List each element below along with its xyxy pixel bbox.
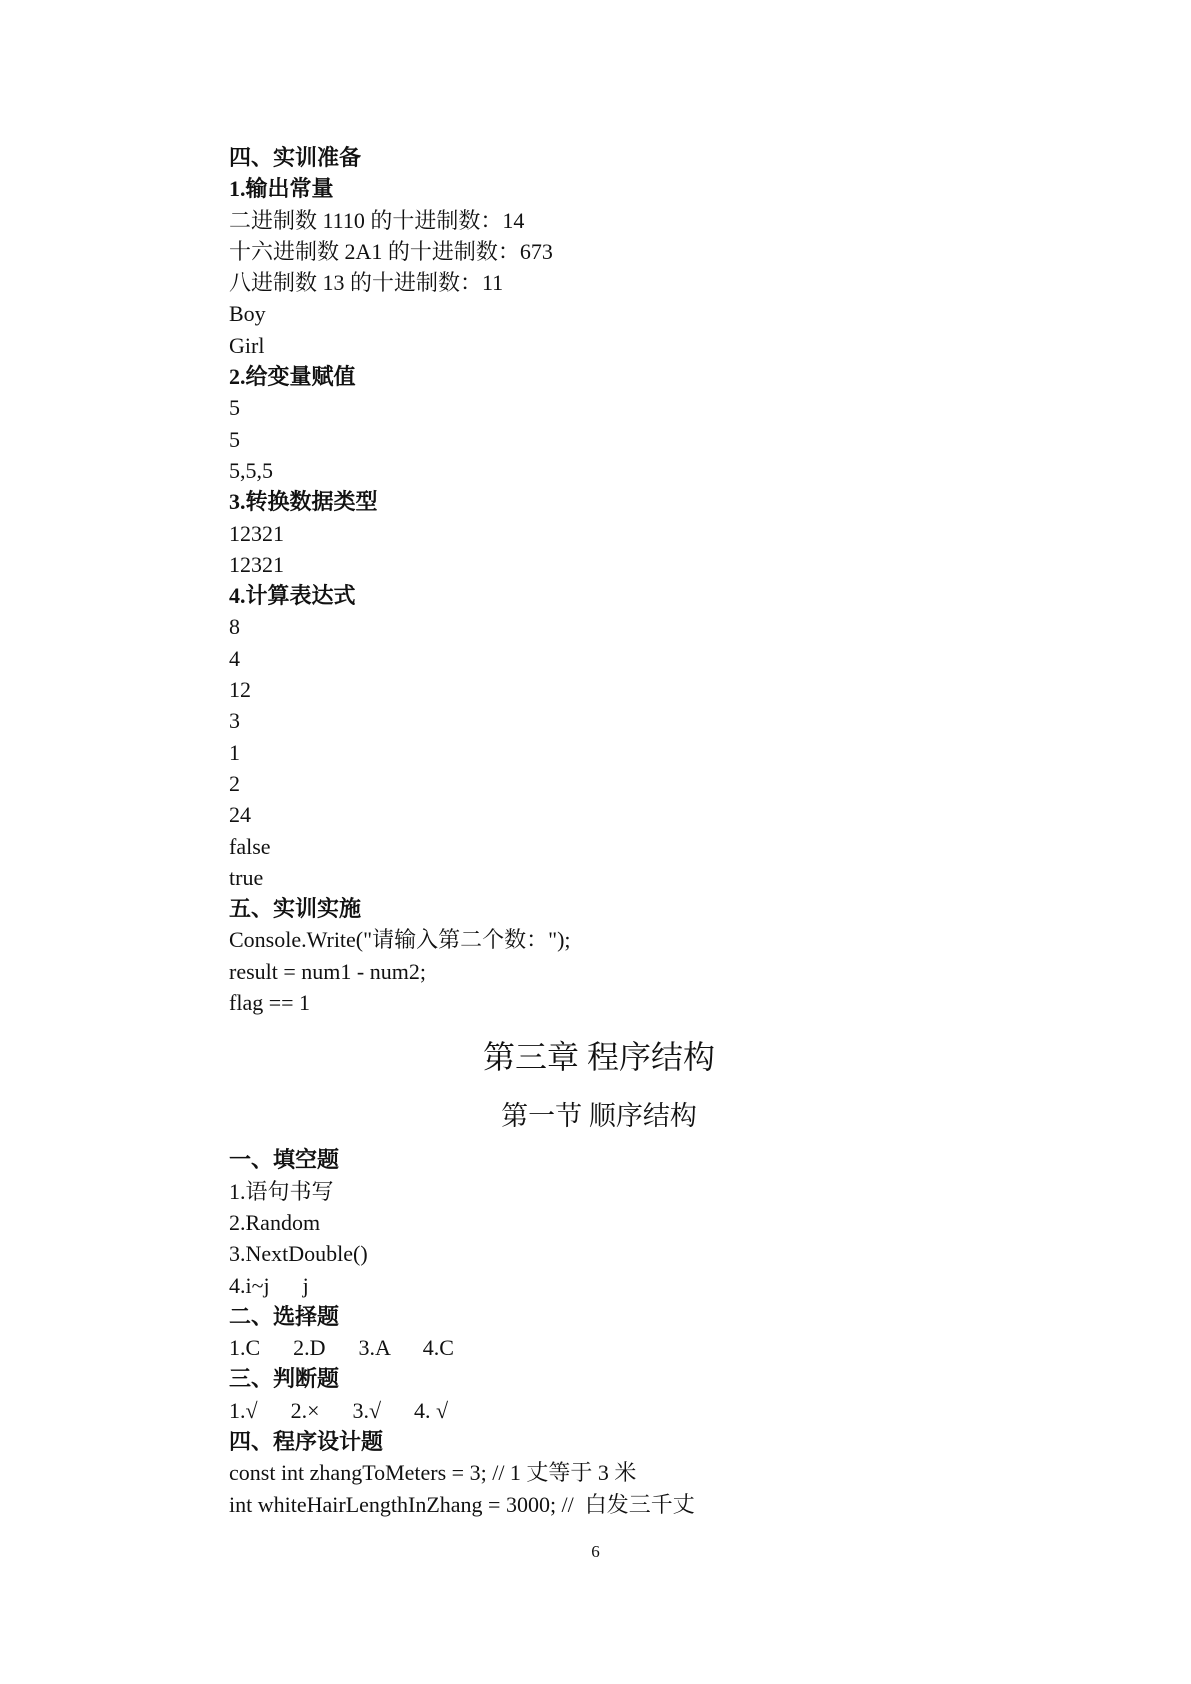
- text-line: false: [229, 833, 271, 859]
- heading-line: 四、程序设计题: [229, 1428, 384, 1454]
- page-content: [229, 142, 989, 1520]
- text-line: int whiteHairLengthInZhang = 3000; // 白发三千丈: [229, 1491, 695, 1517]
- text-line: 5: [229, 395, 240, 421]
- heading-line: 二、选择题: [229, 1303, 340, 1329]
- text-line: 二进制数 1110 的十进制数：14: [229, 207, 525, 233]
- heading-line: 四、实训准备: [229, 145, 362, 170]
- page-number: 6: [591, 1542, 600, 1561]
- chapter-title: 第三章 程序结构: [482, 1039, 715, 1076]
- heading-line: 1.输出常量: [229, 176, 334, 202]
- text-line: 八进制数 13 的十进制数：11: [229, 270, 504, 296]
- text-line: flag == 1: [229, 990, 311, 1016]
- text-line: 2: [229, 770, 240, 796]
- section-answers: [229, 1144, 989, 1520]
- text-line: 12321: [229, 520, 284, 546]
- text-line: 12321: [229, 551, 284, 577]
- heading-line: 三、判断题: [229, 1366, 340, 1392]
- text-line: 3: [229, 708, 240, 734]
- text-line: 5: [229, 426, 240, 452]
- text-line: 5,5,5: [229, 457, 273, 483]
- text-line: Boy: [229, 301, 266, 327]
- text-line: 8: [229, 614, 240, 640]
- text-line: 十六进制数 2A1 的十进制数：673: [229, 238, 553, 264]
- heading-line: 3.转换数据类型: [229, 489, 378, 515]
- text-line: 3.NextDouble(): [229, 1241, 368, 1267]
- heading-line: 2.给变量赋值: [229, 364, 356, 390]
- training-answers: [229, 142, 989, 1018]
- text-line: 1.√ 2.× 3.√ 4. √: [229, 1397, 449, 1423]
- text-line: 4.i~j j: [229, 1272, 309, 1298]
- text-line: true: [229, 864, 264, 890]
- text-line: Girl: [229, 332, 265, 358]
- section-title: 第一节 顺序结构: [501, 1101, 697, 1132]
- heading-line: 一、填空题: [229, 1147, 340, 1173]
- text-line: const int zhangToMeters = 3; // 1 丈等于 3 米: [229, 1460, 637, 1486]
- text-line: Console.Write("请输入第二个数：");: [229, 927, 571, 953]
- text-line: 1.语句书写: [229, 1178, 334, 1204]
- heading-line: 4.计算表达式: [229, 583, 356, 609]
- text-line: 12: [229, 677, 251, 703]
- text-line: 2.Random: [229, 1209, 321, 1235]
- text-line: 1.C 2.D 3.A 4.C: [229, 1335, 454, 1361]
- text-line: 1: [229, 739, 240, 765]
- heading-line: 五、实训实施: [229, 896, 362, 922]
- text-line: 24: [229, 802, 251, 828]
- text-line: 4: [229, 645, 240, 671]
- text-line: result = num1 - num2;: [229, 958, 426, 984]
